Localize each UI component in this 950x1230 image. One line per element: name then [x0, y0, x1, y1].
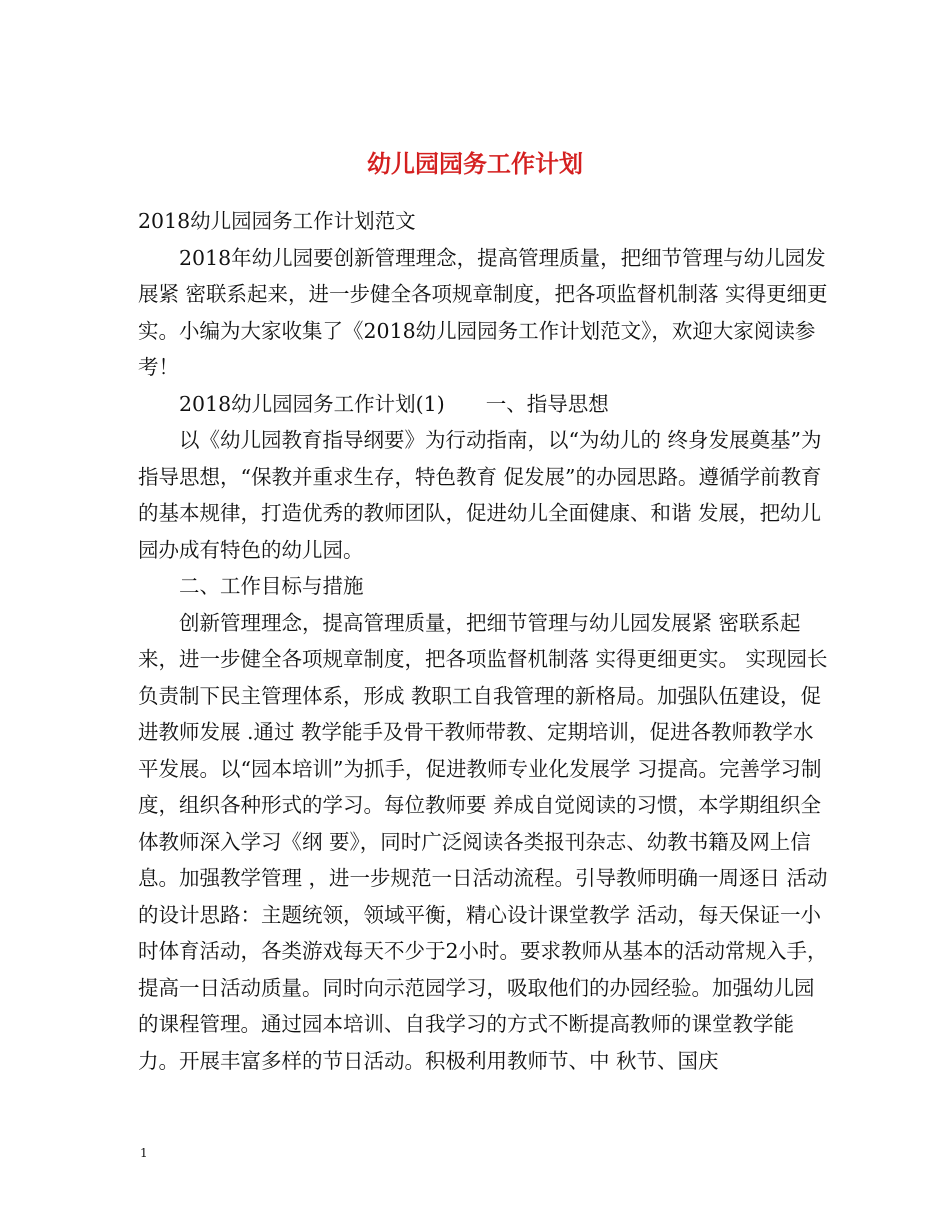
plan-heading: 2018幼儿园园务工作计划(1) 一、指导思想: [179, 391, 609, 416]
goals-measures-paragraph: 创新管理理念，提高管理质量，把细节管理与幼儿园发展紧 密联系起来，进一步健全各项规章制度，把各项监督机制落 实得更细更实。 实现园长负责制下民主管理体系，形成 教职工自我管理的新格局。加强队伍建设，促进教师发展 .通过 教学能手及骨干教师带教、定期培训，促进各教师教学水平发展。以“园本培训”为抓手，促进教师专业化发展学 习提高。完善学习制度，组织各种形式的学习。每位教师要 养成自觉阅读的习惯，本学期组织全体教师深入学习《纲 要》，同时广泛阅读各类报刊杂志、幼教书籍及网上信息。加强教学管理 ，进一步规范一日活动流程。引导教师明确一周逐日 活动的设计思路：主题统领，领域平衡，精心设计课堂教学 活动，每天保证一小时体育活动，各类游戏每天不少于2小时。要求教师从基本的活动常规入手，提高一日活动质量。同时向示范园学习，吸取他们的办园经验。加强幼儿园的课程管理。通过园本培训、自我学习的方式不断提高教师的课堂教学能力。开展丰富多样的节日活动。积极利用教师节、中 秋节、国庆: [138, 610, 828, 1073]
document-body: [138, 203, 828, 1079]
document-title: 幼儿园园务工作计划: [367, 149, 583, 179]
section-heading: 二、工作目标与措施: [179, 574, 364, 598]
document-subtitle: 2018幼儿园园务工作计划范文: [138, 209, 416, 233]
intro-paragraph: 2018年幼儿园要创新管理理念，提高管理质量，把细节管理与幼儿园发展紧 密联系起来，进一步健全各项规章制度，把各项监督机制落 实得更细更实。小编为大家收集了《2018幼儿园园务工作计划范文》，欢迎大家阅读参考！: [138, 245, 828, 379]
page-number: 1: [140, 1146, 148, 1160]
guiding-thought-paragraph: 以《幼儿园教育指导纲要》为行动指南，以“为幼儿的 终身发展奠基”为指导思想，“保教并重求生存，特色教育 促发展”的办园思路。遵循学前教育的基本规律，打造优秀的教师团队，促进幼儿全面健康、和谐 发展，把幼儿园办成有特色的幼儿园。: [138, 428, 822, 562]
